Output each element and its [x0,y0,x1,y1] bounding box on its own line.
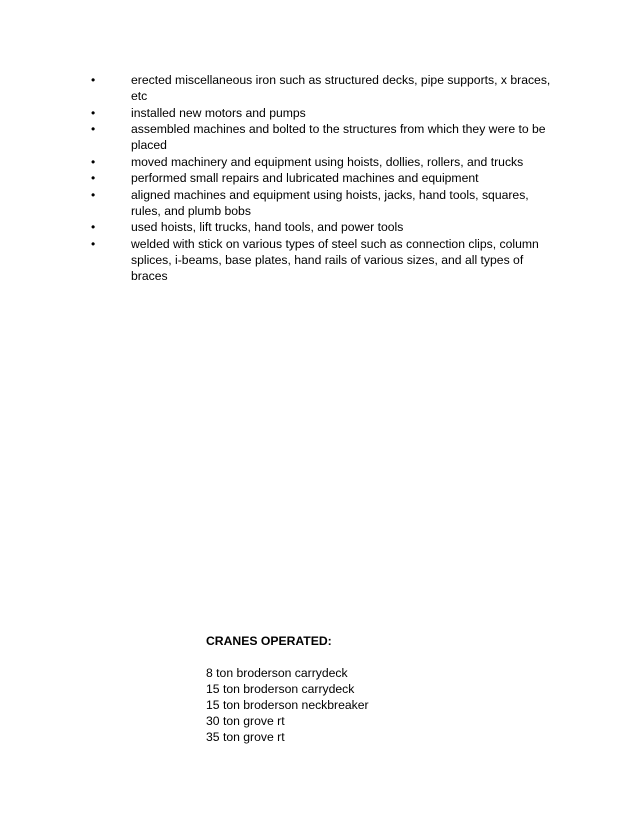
duty-item [91,236,551,284]
crane-item: 15 ton broderson carrydeck [206,682,355,696]
cranes-heading: CRANES OPERATED: [206,634,332,648]
crane-item: 15 ton broderson neckbreaker [206,698,369,712]
bullet-icon: • [91,236,96,251]
bullet-icon: • [91,154,96,169]
crane-item: 30 ton grove rt [206,714,285,728]
duties-list [91,72,551,284]
duty-item [91,105,551,121]
duty-text: welded with stick on various types of steel such as connection clips, column splices, i-beams, base plates, hand rails of various sizes, and all types of braces [131,236,539,283]
duty-item [91,72,551,104]
bullet-icon: • [91,187,96,202]
duty-text: installed new motors and pumps [131,105,306,120]
duty-item [91,154,551,170]
duty-item [91,219,551,235]
bullet-icon: • [91,105,96,120]
duty-item [91,121,551,153]
duty-text: performed small repairs and lubricated machines and equipment [131,171,479,185]
duty-item [91,170,551,186]
bullet-icon: • [91,122,96,136]
duty-text: assembled machines and bolted to the structures from which they were to be placed [131,122,546,152]
bullet-icon: • [91,73,96,87]
duty-text: erected miscellaneous iron such as structured decks, pipe supports, x braces, etc [131,73,551,103]
bullet-icon: • [91,220,96,234]
duty-text: used hoists, lift trucks, hand tools, and power tools [131,220,404,234]
duty-item [91,187,551,219]
cranes-section [206,633,506,745]
crane-item: 8 ton broderson carrydeck [206,666,348,680]
duty-text: aligned machines and equipment using hoists, jacks, hand tools, squares, rules, and plumb bobs [131,187,529,218]
crane-item: 35 ton grove rt [206,730,285,744]
bullet-icon: • [91,171,96,185]
crane-list [206,665,506,745]
duty-text: moved machinery and equipment using hoists, dollies, rollers, and trucks [131,154,524,169]
